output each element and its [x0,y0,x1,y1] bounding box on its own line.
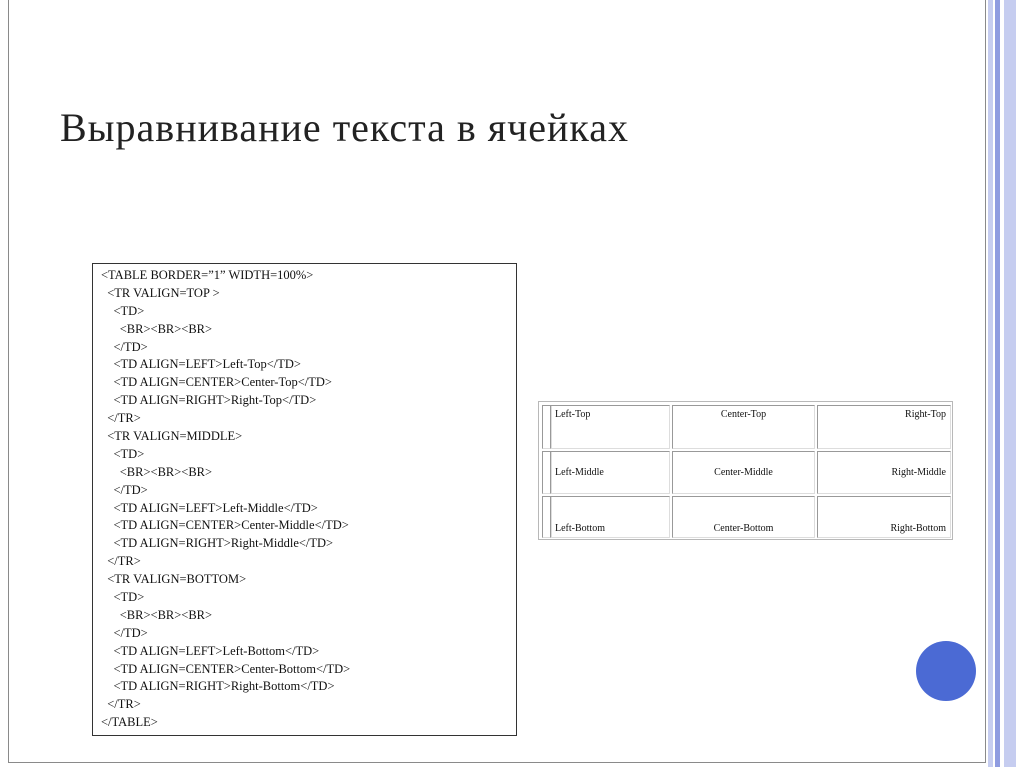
code-line: <TD> [101,590,145,605]
cell-text: Right-Middle [891,467,946,478]
table-cell [550,405,670,449]
code-line: <TD ALIGN=LEFT>Left-Bottom</TD> [101,643,320,658]
decorative-stripes [986,0,1024,767]
code-line: <TR VALIGN=MIDDLE> [101,429,243,444]
table-cell [817,496,951,538]
code-line: <TD ALIGN=RIGHT>Right-Bottom</TD> [101,679,335,694]
code-line: <TR VALIGN=TOP > [101,285,220,300]
cell-text: Left-Bottom [555,523,605,534]
table-cell [672,496,815,538]
code-line: <BR><BR><BR> [101,607,213,622]
stripe-light-outer [988,0,993,767]
cell-text: Left-Middle [555,467,604,478]
cell-text: Center-Bottom [713,523,774,534]
code-line: <BR><BR><BR> [101,321,213,336]
cell-text: Left-Top [555,409,591,420]
code-line: <BR><BR><BR> [101,464,213,479]
cell-text: Center-Middle [714,467,773,478]
code-line: <TD ALIGN=LEFT>Left-Top</TD> [101,357,301,372]
decorative-circle [916,641,976,701]
table-cell [817,405,951,449]
table-cell [550,451,670,494]
code-line: <TD> [101,303,145,318]
code-line: </TABLE> [101,715,158,730]
code-line: </TD> [101,625,148,640]
code-line: <TABLE BORDER=”1” WIDTH=100%> [101,268,314,282]
slide-title: Выравнивание текста в ячейках [60,105,629,150]
table-cell [672,405,815,449]
code-line: <TD ALIGN=CENTER>Center-Bottom</TD> [101,661,351,676]
html-code-listing [92,263,517,736]
table-cell [672,451,815,494]
code-line: <TD ALIGN=LEFT>Left-Middle</TD> [101,500,318,515]
cell-text: Center-Top [720,409,767,420]
code-line: <TD ALIGN=CENTER>Center-Middle</TD> [101,518,349,533]
code-line: </TR> [101,554,141,569]
cell-text: Right-Bottom [890,523,946,534]
rendered-table-example [538,401,953,540]
table-cell [550,496,670,538]
stripe-dark [995,0,1000,767]
stripe-light-inner [1004,0,1016,767]
code-line: </TD> [101,339,148,354]
table-cell [817,451,951,494]
code-line: </TD> [101,482,148,497]
code-line: <TD ALIGN=RIGHT>Right-Middle</TD> [101,536,334,551]
code-line: <TR VALIGN=BOTTOM> [101,572,247,587]
code-line: </TR> [101,697,141,712]
code-line: </TR> [101,411,141,426]
cell-text: Right-Top [905,409,946,420]
code-line: <TD ALIGN=CENTER>Center-Top</TD> [101,375,332,390]
code-line: <TD ALIGN=RIGHT>Right-Top</TD> [101,393,317,408]
code-line: <TD> [101,446,145,461]
